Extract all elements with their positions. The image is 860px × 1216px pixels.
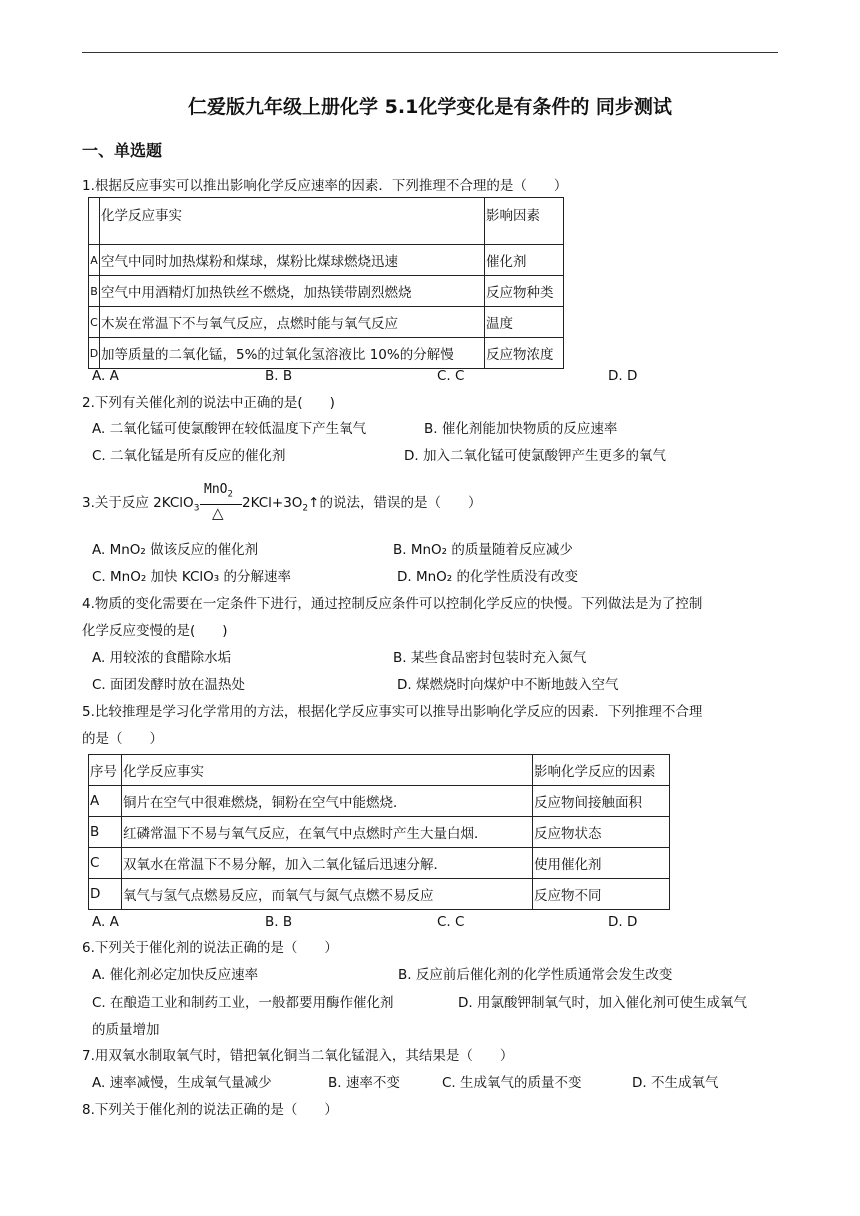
answer-option-a[interactable]: A. 催化剂必定加快反应速率	[92, 967, 259, 983]
table-cell: 氧气与氢气点燃易反应，而氧气与氮气点燃不易反应	[122, 879, 533, 910]
question-4-stem-line2: 化学反应变慢的是( )	[82, 623, 228, 639]
answer-option-a[interactable]: A. 用较浓的食醋除水垢	[92, 650, 232, 666]
table-cell: 铜片在空气中很难燃烧，铜粉在空气中能燃烧．	[122, 786, 533, 817]
question-5-stem-line1: 5.比较推理是学习化学常用的方法，根据化学反应事实可以推导出影响化学反应的因素．下列推理不合理	[82, 704, 703, 720]
subscript: 2	[227, 489, 233, 500]
answer-option-c[interactable]: C. 二氧化锰是所有反应的催化剂	[92, 448, 286, 464]
table-cell: 序号	[89, 755, 122, 786]
stem-text: ↑的说法，错误的是（ ）	[308, 495, 482, 511]
table-row	[89, 338, 564, 369]
answer-option-a[interactable]: A. A	[92, 914, 119, 930]
question-2-stem: 2.下列有关催化剂的说法中正确的是( )	[82, 395, 335, 411]
subscript: 3	[193, 503, 200, 514]
table-header-row	[89, 198, 564, 245]
table-row	[89, 276, 564, 307]
table-cell: 化学反应事实	[100, 198, 485, 245]
table-row	[89, 307, 564, 338]
table-cell: B	[89, 817, 122, 848]
table-cell: A	[89, 245, 100, 276]
header-rule	[82, 52, 778, 53]
table-row	[89, 848, 670, 879]
answer-option-c[interactable]: C. C	[437, 368, 465, 384]
question-7-stem: 7.用双氧水制取氧气时，错把氧化铜当二氧化锰混入，其结果是（ ）	[82, 1048, 514, 1064]
subscript: 2	[302, 503, 309, 514]
question-6-stem: 6.下列关于催化剂的说法正确的是（ ）	[82, 940, 338, 956]
heat-symbol: △	[212, 504, 224, 522]
answer-option-b[interactable]: B. 速率不变	[328, 1075, 400, 1091]
answer-option-c[interactable]: C. 面团发酵时放在温热处	[92, 677, 246, 693]
table-cell: 催化剂	[485, 245, 564, 276]
stem-text: 2KCl+3O	[242, 495, 303, 511]
table-row	[89, 817, 670, 848]
question-5-table	[88, 754, 670, 910]
answer-option-d[interactable]: D. 加入二氧化锰可使氯酸钾产生更多的氧气	[404, 448, 666, 464]
answer-option-a[interactable]: A. 速率减慢，生成氧气量减少	[92, 1075, 272, 1091]
answer-option-d[interactable]: D. 煤燃烧时向煤炉中不断地鼓入空气	[397, 677, 619, 693]
table-cell: 双氧水在常温下不易分解，加入二氧化锰后迅速分解．	[122, 848, 533, 879]
answer-option-d-continued: 的质量增加	[92, 1022, 160, 1038]
table-cell: 红磷常温下不易与氧气反应，在氧气中点燃时产生大量白烟．	[122, 817, 533, 848]
stem-text: 3.关于反应 2KClO	[82, 495, 194, 511]
question-5-stem-line2: 的是（ ）	[82, 731, 163, 747]
answer-option-c[interactable]: C. 生成氧气的质量不变	[442, 1075, 582, 1091]
table-row	[89, 786, 670, 817]
answer-option-b[interactable]: B. 反应前后催化剂的化学性质通常会发生改变	[398, 967, 673, 983]
table-cell: 使用催化剂	[533, 848, 670, 879]
table-cell: 空气中同时加热煤粉和煤球，煤粉比煤球燃烧迅速	[100, 245, 485, 276]
table-cell: 空气中用酒精灯加热铁丝不燃烧，加热镁带剧烈燃烧	[100, 276, 485, 307]
table-cell: 温度	[485, 307, 564, 338]
answer-option-b[interactable]: B. B	[265, 914, 293, 930]
table-cell: 影响因素	[485, 198, 564, 245]
question-1-stem: 1.根据反应事实可以推出影响化学反应速率的因素．下列推理不合理的是（ ）	[82, 178, 568, 194]
page-title: 仁爱版九年级上册化学 5.1化学变化是有条件的 同步测试	[188, 96, 672, 118]
table-row	[89, 879, 670, 910]
table-cell: 反应物种类	[485, 276, 564, 307]
table-cell: 反应物间接触面积	[533, 786, 670, 817]
answer-option-d[interactable]: D. 不生成氧气	[632, 1075, 719, 1091]
table-cell: 化学反应事实	[122, 755, 533, 786]
answer-option-a[interactable]: A. A	[92, 368, 119, 384]
answer-option-b[interactable]: B. 催化剂能加快物质的反应速率	[424, 421, 618, 437]
table-cell: B	[89, 276, 100, 307]
table-cell: 反应物不同	[533, 879, 670, 910]
table-cell	[89, 198, 100, 245]
answer-option-b[interactable]: B. B	[265, 368, 293, 384]
answer-option-d[interactable]: D. D	[608, 368, 638, 384]
table-header-row	[89, 755, 670, 786]
table-cell: C	[89, 848, 122, 879]
answer-option-b[interactable]: B. 某些食品密封包装时充入氮气	[393, 650, 587, 666]
answer-option-b[interactable]: B. MnO₂ 的质量随着反应减少	[393, 542, 573, 558]
question-4-stem-line1: 4.物质的变化需要在一定条件下进行，通过控制反应条件可以控制化学反应的快慢。下列做法是为了控制	[82, 596, 703, 612]
answer-option-d[interactable]: D. D	[608, 914, 638, 930]
question-1-table	[88, 197, 564, 369]
table-cell: D	[89, 338, 100, 369]
table-cell: 反应物浓度	[485, 338, 564, 369]
table-cell: 加等质量的二氧化锰，5%的过氧化氢溶液比 10%的分解慢	[100, 338, 485, 369]
question-3-stem-end	[242, 493, 481, 519]
answer-option-c[interactable]: C. C	[437, 914, 465, 930]
catalyst-formula	[204, 482, 233, 500]
answer-option-c[interactable]: C. MnO₂ 加快 KClO₃ 的分解速率	[92, 569, 291, 585]
section-heading: 一、单选题	[82, 141, 163, 160]
table-cell: D	[89, 879, 122, 910]
table-row	[89, 245, 564, 276]
answer-option-a[interactable]: A. MnO₂ 做该反应的催化剂	[92, 542, 259, 558]
question-8-stem: 8.下列关于催化剂的说法正确的是（ ）	[82, 1102, 338, 1118]
table-cell: A	[89, 786, 122, 817]
answer-option-d[interactable]: D. MnO₂ 的化学性质没有改变	[397, 569, 579, 585]
answer-option-c[interactable]: C. 在酿造工业和制药工业，一般都要用酶作催化剂	[92, 995, 394, 1011]
answer-option-a[interactable]: A. 二氧化锰可使氯酸钾在较低温度下产生氧气	[92, 421, 367, 437]
table-cell: 木炭在常温下不与氧气反应，点燃时能与氧气反应	[100, 307, 485, 338]
question-3-stem-start	[82, 493, 199, 519]
table-cell: 反应物状态	[533, 817, 670, 848]
catalyst-text: MnO	[204, 482, 228, 497]
answer-option-d[interactable]: D. 用氯酸钾制氧气时，加入催化剂可使生成氧气	[458, 995, 747, 1011]
table-cell: 影响化学反应的因素	[533, 755, 670, 786]
table-cell: C	[89, 307, 100, 338]
